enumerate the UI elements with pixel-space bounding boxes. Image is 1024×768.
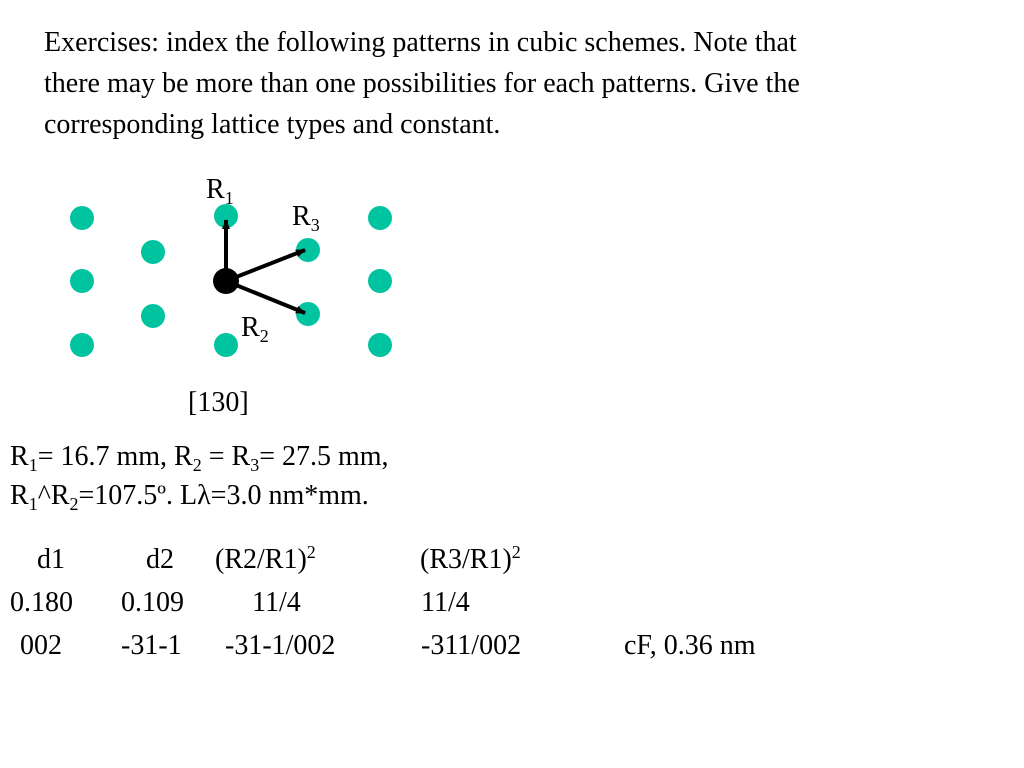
subscript: 1 xyxy=(28,455,38,475)
diffraction-spot xyxy=(70,269,94,293)
subscript: 2 xyxy=(69,494,79,514)
lambda-symbol: λ xyxy=(197,480,211,511)
diffraction-spot xyxy=(141,304,165,328)
label-base: R xyxy=(241,312,260,343)
text-run: =107.5º. L xyxy=(78,480,198,511)
subscript: 2 xyxy=(192,455,202,475)
label-subscript: 2 xyxy=(259,326,269,346)
given-measurements xyxy=(10,437,389,515)
given-line-2 xyxy=(10,476,389,515)
cell-d1: 0.180 xyxy=(10,587,73,618)
text-run: R xyxy=(10,480,29,511)
vector-r3-label xyxy=(292,201,320,235)
header-text: (R2/R1) xyxy=(215,544,307,575)
cell-r3r1: 11/4 xyxy=(421,587,470,618)
diffraction-spot xyxy=(214,333,238,357)
exercise-line-3: corresponding lattice types and constant. xyxy=(44,109,501,140)
text-run: R xyxy=(10,441,29,472)
cell-d2-index: -31-1 xyxy=(121,630,182,661)
text-run: = 27.5 mm, xyxy=(259,441,389,472)
table-row-indices xyxy=(0,624,1000,667)
diffraction-spot xyxy=(368,206,392,230)
given-line-1 xyxy=(10,437,389,476)
table-header-row xyxy=(0,538,1000,581)
zone-axis-label: [130] xyxy=(188,387,249,418)
text-run: = R xyxy=(201,441,251,472)
cell-r2r1: 11/4 xyxy=(252,587,301,618)
diffraction-spot xyxy=(368,269,392,293)
cell-r3r1-index: -311/002 xyxy=(421,630,522,661)
exercise-description xyxy=(44,22,994,145)
label-subscript: 3 xyxy=(310,215,320,235)
text-run: =3.0 nm*mm. xyxy=(210,480,369,511)
lattice-result: cF, 0.36 nm xyxy=(624,630,756,661)
header-text: (R3/R1) xyxy=(420,544,512,575)
superscript: 2 xyxy=(511,542,521,562)
subscript: 3 xyxy=(250,455,260,475)
indexing-table xyxy=(0,538,1000,667)
diffraction-spot xyxy=(70,333,94,357)
vector-r1-label xyxy=(206,174,234,208)
diffraction-spot xyxy=(141,240,165,264)
header-r3r1 xyxy=(420,538,521,581)
central-spot xyxy=(213,268,239,294)
text-run: ^R xyxy=(37,480,70,511)
text-run: = 16.7 mm, R xyxy=(37,441,193,472)
subscript: 1 xyxy=(28,494,38,514)
cell-d2: 0.109 xyxy=(121,587,184,618)
cell-d1-index: 002 xyxy=(20,630,62,661)
header-d2: d2 xyxy=(146,544,174,575)
diffraction-spot xyxy=(296,302,320,326)
label-base: R xyxy=(292,201,311,232)
table-row-ratios xyxy=(0,581,1000,624)
label-subscript: 1 xyxy=(224,188,234,208)
diffraction-spot xyxy=(368,333,392,357)
superscript: 2 xyxy=(306,542,316,562)
header-d1: d1 xyxy=(37,544,65,575)
exercise-line-2: there may be more than one possibilities for each patterns. Give the xyxy=(44,68,800,99)
header-r2r1 xyxy=(215,538,316,581)
diffraction-spot xyxy=(70,206,94,230)
vector-r2-label xyxy=(241,312,269,346)
exercise-line-1: Exercises: index the following patterns in cubic schemes. Note that xyxy=(44,27,797,58)
cell-r2r1-index: -31-1/002 xyxy=(225,630,336,661)
label-base: R xyxy=(206,174,225,205)
